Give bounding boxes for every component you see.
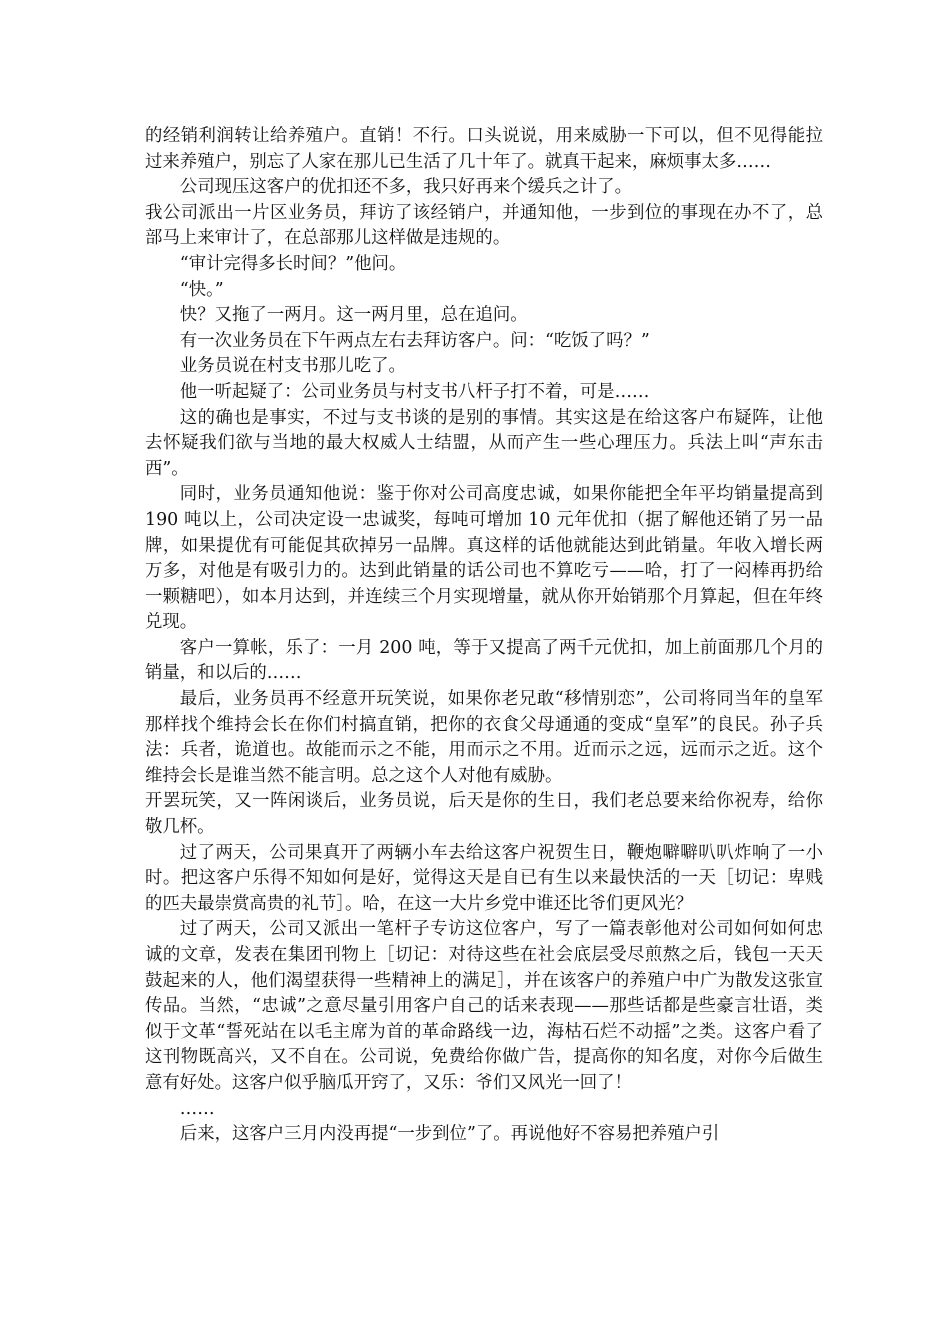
paragraph: 过了两天，公司又派出一笔杆子专访这位客户，写了一篇表彰他对公司如何如何忠诚的文章，发表在集团刊物上［切记：对待这些在社会底层受尽煎熬之后，钱包一天天鼓起来的人，他们渴望获得一些精神上的满足］，并在该客户的养殖户中广为散发这张宣传品。当然，“忠诚”之意尽量引用客户自己的话来表现——那些话都是些豪言壮语，类似于文革“誓死站在以毛主席为首的革命路线一边，海枯石烂不动摇”之类。这客户看了这刊物既高兴，又不自在。公司说，免费给你做广告，提高你的知名度，对你今后做生意有好处。这客户似乎脑瓜开窍了，又乐：爷们又风光一回了！ bbox=[145, 919, 823, 1093]
paragraph: 的经销利润转让给养殖户。直销！不行。口头说说，用来威胁一下可以，但不见得能拉过来养殖户，别忘了人家在那儿已生活了几十年了。就真干起来，麻烦事太多…… bbox=[145, 126, 823, 172]
paragraph: 这的确也是事实，不过与支书谈的是别的事情。其实这是在给这客户布疑阵，让他去怀疑我们欲与当地的最大权威人士结盟，从而产生一些心理压力。兵法上叫“声东击西”。 bbox=[145, 407, 823, 479]
paragraph: 过了两天，公司果真开了两辆小车去给这客户祝贺生日，鞭炮噼噼叭叭炸响了一小时。把这客户乐得不知如何是好，觉得这天是自已有生以来最快活的一天［切记：卑贱的匹夫最崇赏高贵的礼节］。哈，在这一大片乡党中谁还比爷们更风光？ bbox=[145, 842, 823, 914]
paragraph: 快？又拖了一两月。这一两月里，总在追问。 bbox=[179, 305, 528, 326]
paragraph: 公司现压这客户的优扣还不多，我只好再来个缓兵之计了。 bbox=[179, 177, 632, 198]
paragraph: 开罢玩笑，又一阵闲谈后，业务员说，后天是你的生日，我们老总要来给你祝寿，给你敬几杯。 bbox=[145, 791, 823, 838]
paragraph: 最后，业务员再不经意开玩笑说，如果你老兄敢“移情别恋”，公司将同当年的皇军那样找个维持会长在你们村搞直销，把你的衣食父母通通的变成“皇军”的良民。孙子兵法：兵者，诡道也。故能而示之不能，用而示之不用。近而示之远，远而示之近。这个维持会长是谁当然不能言明。总之这个人对他有威胁。 bbox=[145, 689, 823, 786]
paragraph: “快。” bbox=[179, 279, 224, 300]
paragraph: 同时，业务员通知他说：鉴于你对公司高度忠诚，如果你能把全年平均销量提高到 190 吨以上，公司决定设一忠诚奖，每吨可增加 10 元年优扣（据了解他还销了另一品牌，如果提优有可能促其砍掉另一品牌。真这样的话他就能达到此销量。年收入增长两万多，对他是有吸引力的。达到此销量的话公司也不算吃亏——哈，打了一闷棒再扔给一颗糖吧），如本月达到，并连续三个月实现增量，就从你开始销那个月算起，但在年终兑现。 bbox=[145, 484, 823, 633]
paragraph: 后来，这客户三月内没再提“一步到位”了。再说他好不容易把养殖户引 bbox=[179, 1124, 720, 1145]
ellipsis-paragraph: …… bbox=[179, 1098, 215, 1119]
paragraph: 业务员说在村支书那儿吃了。 bbox=[179, 356, 406, 377]
paragraph: 我公司派出一片区业务员，拜访了该经销户，并通知他，一步到位的事现在办不了，总部马上来审计了，在总部那儿这样做是违规的。 bbox=[145, 202, 823, 249]
paragraph: 他一听起疑了：公司业务员与村支书八杆子打不着，可是…… bbox=[179, 381, 650, 402]
document-page bbox=[145, 124, 823, 1148]
paragraph: 有一次业务员在下午两点左右去拜访客户。问：“吃饭了吗？” bbox=[179, 330, 650, 351]
paragraph: “审计完得多长时间？”他问。 bbox=[179, 253, 407, 274]
paragraph: 客户一算帐，乐了：一月 200 吨，等于又提高了两千元优扣，加上前面那几个月的销量，和以后的…… bbox=[145, 637, 823, 684]
